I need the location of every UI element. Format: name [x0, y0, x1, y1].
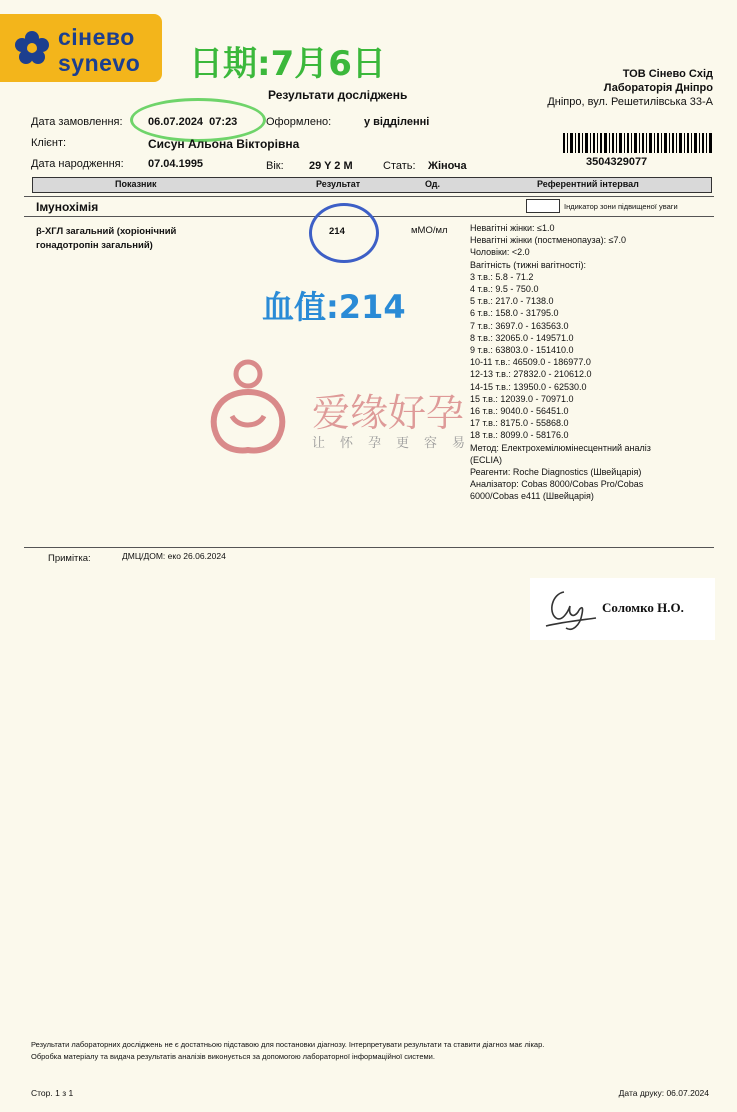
test-name-line1: β-ХГЛ загальний (хоріонічний	[36, 226, 177, 237]
lab-address: Дніпро, вул. Решетилівська 33-А	[547, 96, 713, 108]
reference-line: 18 т.в.: 8099.0 - 58176.0	[470, 430, 569, 441]
synevo-logo	[0, 14, 162, 82]
order-date-label: Дата замовлення:	[31, 116, 123, 128]
client-label: Клієнт:	[31, 137, 67, 149]
footer-disclaimer-1: Результати лабораторних досліджень не є достатньою підставою для постановки діагнозу. Інтерпретувати результати та ставити діагноз має лікар.	[31, 1040, 545, 1049]
reference-line: (ECLIA)	[470, 454, 503, 465]
reference-line: 14-15 т.в.: 13950.0 - 62530.0	[470, 381, 587, 392]
header-reference: Референтний інтервал	[537, 179, 639, 189]
signer-name: Соломко Н.О.	[602, 600, 684, 615]
handwritten-signature-icon	[542, 582, 598, 636]
watermark-subtitle: 让怀孕更容易	[312, 436, 481, 451]
test-name-line2: гонадотропін загальний)	[36, 240, 153, 251]
age-label: Вік:	[266, 160, 284, 172]
attention-indicator-legend: Індикатор зони підвищеної уваги	[564, 202, 678, 211]
sex-label: Стать:	[383, 160, 416, 172]
reference-line: 9 т.в.: 63803.0 - 151410.0	[470, 345, 574, 356]
header-result: Результат	[316, 179, 361, 189]
reference-line: Реагенти: Roche Diagnostics (Швейцарія)	[470, 467, 642, 478]
reference-line: 10-11 т.в.: 46509.0 - 186977.0	[470, 357, 591, 368]
reference-line: 12-13 т.в.: 27832.0 - 210612.0	[470, 369, 592, 380]
age-value: 29 Y 2 M	[309, 160, 353, 172]
reference-line: 16 т.в.: 9040.0 - 56451.0	[470, 406, 569, 417]
header-indicator: Показник	[115, 179, 157, 189]
registered-label: Оформлено:	[266, 116, 332, 128]
section-title: Імунохімія	[36, 200, 99, 214]
page-title: Результати досліджень	[268, 88, 408, 102]
barcode-number: 3504329077	[586, 156, 648, 168]
lab-branch: Лабораторія Дніпро	[603, 82, 713, 94]
lab-name: ТОВ Сінево Схід	[622, 68, 713, 80]
test-result: 214	[329, 226, 345, 237]
annotation-value: 血值:214	[262, 288, 406, 326]
birth-value: 07.04.1995	[148, 158, 204, 170]
reference-line: Метод: Електрохемілюмінесцентний аналіз	[470, 442, 651, 453]
section-top-line	[24, 196, 714, 197]
reference-line: 17 т.в.: 8175.0 - 55868.0	[470, 418, 569, 429]
reference-line: Невагітні жінки (постменопауза): ≤7.0	[470, 235, 627, 246]
sex-value: Жіноча	[428, 160, 467, 172]
logo-text-latin: synevo	[58, 50, 141, 76]
annotation-date: 日期:7月6日	[189, 44, 386, 84]
page-number: Стор. 1 з 1	[31, 1088, 74, 1098]
note-value: ДМЦ/ДОМ: еко 26.06.2024	[122, 551, 226, 561]
reference-line: Чоловіки: <2.0	[470, 247, 530, 258]
attention-indicator-box	[526, 199, 560, 213]
print-date: Дата друку: 06.07.2024	[618, 1088, 709, 1098]
reference-line: Аналізатор: Cobas 8000/Cobas Pro/Cobas	[470, 479, 644, 490]
footer-disclaimer-2: Обробка матеріалу та видача результатів аналізів виконується за допомогою лабораторної інформаційної системи.	[31, 1052, 435, 1061]
reference-line: Невагітні жінки: ≤1.0	[470, 223, 555, 233]
birth-label: Дата народження:	[31, 158, 124, 170]
reference-line: 6000/Cobas e411 (Швейцарія)	[470, 491, 594, 502]
reference-interval-list	[470, 222, 680, 503]
reference-line: Вагітність (тижні вагітності):	[470, 259, 587, 270]
order-date-value: 06.07.2024 07:23	[148, 116, 238, 128]
registered-value: у відділенні	[364, 116, 430, 128]
reference-line: 5 т.в.: 217.0 - 7138.0	[470, 296, 554, 307]
note-top-line	[24, 547, 714, 548]
signature-block	[530, 578, 715, 640]
table-header	[32, 177, 712, 193]
logo-text-cyrillic: сінево	[58, 24, 135, 50]
watermark-logo-icon	[200, 356, 296, 456]
barcode-image	[563, 133, 713, 153]
reference-line: 15 т.в.: 12039.0 - 70971.0	[470, 393, 574, 404]
result-highlight-ellipse	[309, 203, 379, 263]
test-unit: мМО/мл	[411, 225, 448, 236]
reference-line: 8 т.в.: 32065.0 - 149571.0	[470, 332, 574, 343]
reference-line: 4 т.в.: 9.5 - 750.0	[470, 284, 539, 295]
client-value: Сисун Альона Вікторівна	[148, 137, 300, 151]
date-highlight-ellipse	[130, 98, 266, 142]
reference-line: 3 т.в.: 5.8 - 71.2	[470, 271, 534, 282]
header-unit: Од.	[425, 179, 440, 189]
watermark-title: 爱缘好孕	[312, 391, 465, 435]
flower-logo-icon	[12, 28, 52, 68]
reference-line: 6 т.в.: 158.0 - 31795.0	[470, 308, 559, 319]
note-label: Примітка:	[48, 553, 91, 564]
reference-line: 7 т.в.: 3697.0 - 163563.0	[470, 320, 569, 331]
